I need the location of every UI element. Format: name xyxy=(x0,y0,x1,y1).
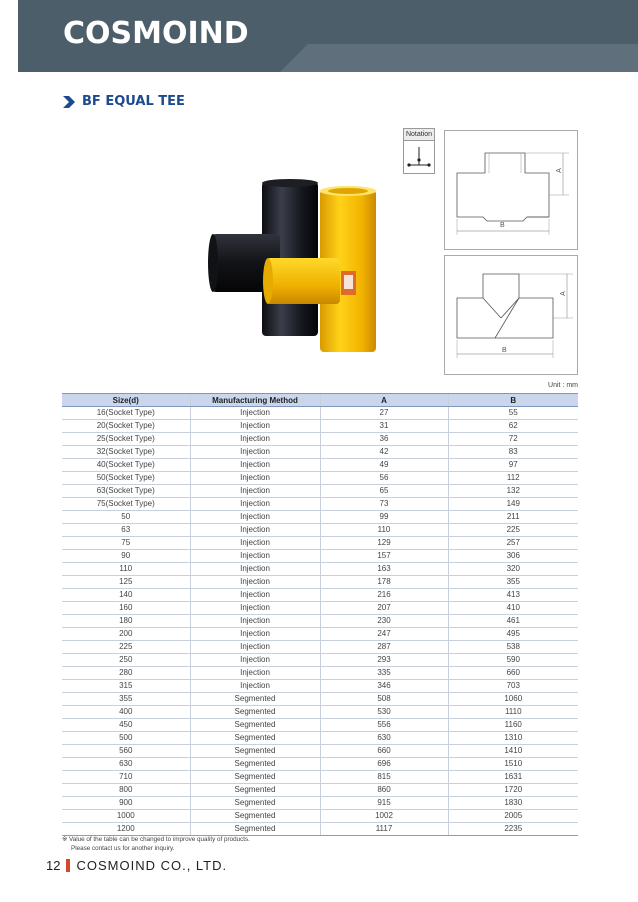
table-row xyxy=(62,797,578,810)
footnote-line-1: ※ Value of the table can be changed to improve quality of products. xyxy=(62,836,250,843)
cell-size: 125 xyxy=(62,576,190,589)
table-row xyxy=(62,459,578,472)
table-row xyxy=(62,706,578,719)
cell-method: Injection xyxy=(190,511,320,524)
table-body xyxy=(62,407,578,836)
cell-size: 800 xyxy=(62,784,190,797)
cell-a: 1002 xyxy=(320,810,448,823)
dimension-b-label: B xyxy=(500,222,505,229)
table-row xyxy=(62,576,578,589)
table-row xyxy=(62,602,578,615)
cell-size: 25(Socket Type) xyxy=(62,433,190,446)
header-size: Size(d) xyxy=(62,394,190,407)
cell-method: Segmented xyxy=(190,810,320,823)
cell-size: 225 xyxy=(62,641,190,654)
cell-a: 49 xyxy=(320,459,448,472)
cell-method: Injection xyxy=(190,680,320,693)
cell-b: 225 xyxy=(448,524,578,537)
cell-size: 63(Socket Type) xyxy=(62,485,190,498)
cell-method: Injection xyxy=(190,433,320,446)
cell-b: 703 xyxy=(448,680,578,693)
cell-b: 149 xyxy=(448,498,578,511)
cell-a: 530 xyxy=(320,706,448,719)
page-footer xyxy=(46,858,227,873)
cell-a: 216 xyxy=(320,589,448,602)
table-row xyxy=(62,433,578,446)
cell-a: 293 xyxy=(320,654,448,667)
cell-size: 560 xyxy=(62,745,190,758)
cell-a: 110 xyxy=(320,524,448,537)
table-row xyxy=(62,693,578,706)
cell-size: 1000 xyxy=(62,810,190,823)
cell-size: 900 xyxy=(62,797,190,810)
cell-a: 207 xyxy=(320,602,448,615)
cell-size: 50(Socket Type) xyxy=(62,472,190,485)
table-row xyxy=(62,407,578,420)
table-row xyxy=(62,563,578,576)
table-row xyxy=(62,446,578,459)
page-number: 12 xyxy=(46,858,61,873)
dimension-a-label: A xyxy=(555,168,563,173)
product-photo xyxy=(200,168,400,368)
cell-b: 97 xyxy=(448,459,578,472)
cell-size: 500 xyxy=(62,732,190,745)
cell-b: 1160 xyxy=(448,719,578,732)
table-row xyxy=(62,589,578,602)
footnote xyxy=(62,835,250,853)
cell-size: 40(Socket Type) xyxy=(62,459,190,472)
table-row xyxy=(62,641,578,654)
cell-method: Segmented xyxy=(190,732,320,745)
table-row xyxy=(62,550,578,563)
cell-b: 2235 xyxy=(448,823,578,836)
cell-method: Injection xyxy=(190,576,320,589)
cell-size: 250 xyxy=(62,654,190,667)
cell-method: Injection xyxy=(190,563,320,576)
table-row xyxy=(62,680,578,693)
cell-a: 815 xyxy=(320,771,448,784)
cell-b: 211 xyxy=(448,511,578,524)
footer-accent-bar xyxy=(66,859,70,872)
cell-b: 62 xyxy=(448,420,578,433)
cell-b: 1720 xyxy=(448,784,578,797)
header-a: A xyxy=(320,394,448,407)
cell-size: 32(Socket Type) xyxy=(62,446,190,459)
cell-method: Segmented xyxy=(190,693,320,706)
cell-b: 355 xyxy=(448,576,578,589)
cell-b: 1110 xyxy=(448,706,578,719)
cell-size: 75 xyxy=(62,537,190,550)
table-row xyxy=(62,758,578,771)
cell-a: 630 xyxy=(320,732,448,745)
cell-method: Injection xyxy=(190,654,320,667)
section-title xyxy=(62,94,185,109)
cell-a: 36 xyxy=(320,433,448,446)
cell-size: 400 xyxy=(62,706,190,719)
table-row xyxy=(62,732,578,745)
table-row xyxy=(62,628,578,641)
cell-b: 1310 xyxy=(448,732,578,745)
table-row xyxy=(62,498,578,511)
table-row xyxy=(62,823,578,836)
cell-a: 73 xyxy=(320,498,448,511)
cell-size: 90 xyxy=(62,550,190,563)
cell-b: 410 xyxy=(448,602,578,615)
cell-a: 860 xyxy=(320,784,448,797)
cell-method: Injection xyxy=(190,446,320,459)
cell-b: 112 xyxy=(448,472,578,485)
table-row xyxy=(62,511,578,524)
cell-method: Injection xyxy=(190,602,320,615)
cell-size: 200 xyxy=(62,628,190,641)
cell-size: 110 xyxy=(62,563,190,576)
cell-method: Injection xyxy=(190,485,320,498)
cell-size: 630 xyxy=(62,758,190,771)
cell-method: Injection xyxy=(190,498,320,511)
cell-method: Segmented xyxy=(190,771,320,784)
cell-b: 306 xyxy=(448,550,578,563)
cell-a: 178 xyxy=(320,576,448,589)
cell-b: 1510 xyxy=(448,758,578,771)
cell-a: 99 xyxy=(320,511,448,524)
cell-b: 1060 xyxy=(448,693,578,706)
unit-label: Unit : mm xyxy=(548,382,578,389)
cell-method: Injection xyxy=(190,459,320,472)
cell-size: 160 xyxy=(62,602,190,615)
cell-a: 915 xyxy=(320,797,448,810)
cell-a: 163 xyxy=(320,563,448,576)
notation-label: Notation xyxy=(404,129,434,141)
tee-symbol-icon xyxy=(406,143,432,171)
cell-a: 157 xyxy=(320,550,448,563)
cell-b: 83 xyxy=(448,446,578,459)
cell-size: 180 xyxy=(62,615,190,628)
cell-method: Segmented xyxy=(190,797,320,810)
cell-a: 27 xyxy=(320,407,448,420)
dimension-table xyxy=(62,393,578,836)
cell-method: Injection xyxy=(190,615,320,628)
cell-size: 63 xyxy=(62,524,190,537)
notation-box xyxy=(403,128,435,174)
cell-a: 247 xyxy=(320,628,448,641)
table-row xyxy=(62,654,578,667)
cell-method: Injection xyxy=(190,641,320,654)
cell-size: 140 xyxy=(62,589,190,602)
table-row xyxy=(62,615,578,628)
cell-method: Injection xyxy=(190,589,320,602)
dimension-a-label: A xyxy=(559,291,567,296)
segmented-tee-drawing xyxy=(445,256,579,376)
cell-method: Segmented xyxy=(190,823,320,836)
header-b: B xyxy=(448,394,578,407)
table-row xyxy=(62,771,578,784)
table-row xyxy=(62,537,578,550)
cell-method: Injection xyxy=(190,537,320,550)
cell-b: 72 xyxy=(448,433,578,446)
cell-size: 20(Socket Type) xyxy=(62,420,190,433)
cell-b: 2005 xyxy=(448,810,578,823)
equal-tee-drawing xyxy=(445,131,579,251)
cell-method: Segmented xyxy=(190,706,320,719)
table-row xyxy=(62,745,578,758)
table-row xyxy=(62,420,578,433)
header-banner xyxy=(18,0,638,72)
header-method: Manufacturing Method xyxy=(190,394,320,407)
cell-b: 413 xyxy=(448,589,578,602)
cell-a: 31 xyxy=(320,420,448,433)
table-row xyxy=(62,485,578,498)
cell-size: 1200 xyxy=(62,823,190,836)
cell-method: Segmented xyxy=(190,719,320,732)
cell-b: 660 xyxy=(448,667,578,680)
cell-b: 257 xyxy=(448,537,578,550)
cell-b: 132 xyxy=(448,485,578,498)
cell-method: Injection xyxy=(190,628,320,641)
cell-method: Segmented xyxy=(190,784,320,797)
cell-method: Segmented xyxy=(190,758,320,771)
cell-a: 508 xyxy=(320,693,448,706)
brand-title: COSMOIND xyxy=(63,16,249,51)
cell-b: 590 xyxy=(448,654,578,667)
cell-method: Injection xyxy=(190,550,320,563)
cell-a: 65 xyxy=(320,485,448,498)
company-name: COSMOIND CO., LTD. xyxy=(76,858,228,873)
cell-b: 320 xyxy=(448,563,578,576)
cell-b: 1830 xyxy=(448,797,578,810)
equal-tee-diagram xyxy=(444,130,578,250)
cell-method: Injection xyxy=(190,472,320,485)
table-row xyxy=(62,719,578,732)
cell-a: 696 xyxy=(320,758,448,771)
cell-method: Segmented xyxy=(190,745,320,758)
cell-b: 538 xyxy=(448,641,578,654)
dimension-b-label: B xyxy=(502,347,507,354)
cell-method: Injection xyxy=(190,667,320,680)
table-header-row xyxy=(62,394,578,407)
cell-method: Injection xyxy=(190,420,320,433)
cell-size: 710 xyxy=(62,771,190,784)
cell-a: 42 xyxy=(320,446,448,459)
table-row xyxy=(62,810,578,823)
cell-size: 315 xyxy=(62,680,190,693)
cell-size: 280 xyxy=(62,667,190,680)
cell-b: 1631 xyxy=(448,771,578,784)
cell-a: 129 xyxy=(320,537,448,550)
cell-b: 461 xyxy=(448,615,578,628)
cell-method: Injection xyxy=(190,524,320,537)
cell-a: 556 xyxy=(320,719,448,732)
table-row xyxy=(62,524,578,537)
table-row xyxy=(62,667,578,680)
chevron-right-icon xyxy=(62,95,76,109)
cell-b: 495 xyxy=(448,628,578,641)
cell-b: 1410 xyxy=(448,745,578,758)
cell-size: 75(Socket Type) xyxy=(62,498,190,511)
cell-size: 450 xyxy=(62,719,190,732)
cell-a: 56 xyxy=(320,472,448,485)
cell-size: 50 xyxy=(62,511,190,524)
cell-size: 355 xyxy=(62,693,190,706)
cell-size: 16(Socket Type) xyxy=(62,407,190,420)
cell-a: 230 xyxy=(320,615,448,628)
table-row xyxy=(62,472,578,485)
table-row xyxy=(62,784,578,797)
footnote-line-2: Please contact us for another inquiry. xyxy=(71,845,175,852)
cell-a: 287 xyxy=(320,641,448,654)
cell-a: 660 xyxy=(320,745,448,758)
section-title-text: BF EQUAL TEE xyxy=(82,94,185,109)
cell-a: 335 xyxy=(320,667,448,680)
cell-a: 1117 xyxy=(320,823,448,836)
cell-b: 55 xyxy=(448,407,578,420)
segmented-tee-diagram xyxy=(444,255,578,375)
cell-method: Injection xyxy=(190,407,320,420)
cell-a: 346 xyxy=(320,680,448,693)
